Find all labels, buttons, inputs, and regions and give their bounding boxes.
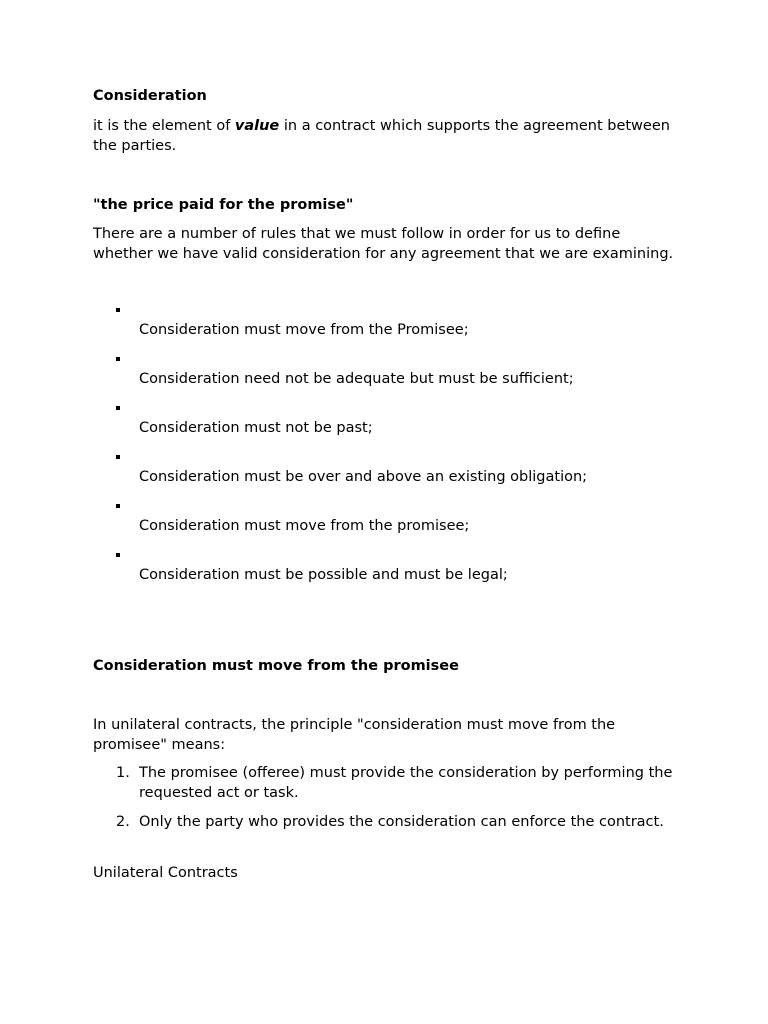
intro-paragraph: [93, 116, 683, 156]
bullet-marker: [116, 504, 120, 508]
bullet-marker: [116, 406, 120, 410]
quote-heading: "the price paid for the promise": [93, 197, 354, 213]
item-number: 1.: [116, 765, 130, 781]
item-text: Only the party who provides the consideration can enforce the contract.: [139, 814, 664, 830]
rule-text: Consideration must not be past;: [139, 420, 373, 436]
rule-text: Consideration must be over and above an existing obligation;: [139, 469, 588, 485]
bullet-marker: [116, 553, 120, 557]
bullet-marker: [116, 308, 120, 312]
intro-emphasis: value: [234, 118, 280, 134]
numbered-list: [93, 763, 683, 832]
rule-text: Consideration must move from the Promisee;: [139, 322, 469, 338]
intro-text-after: in a contract which supports the agreement between the parties.: [93, 118, 670, 154]
subsection-title: Unilateral Contracts: [93, 865, 238, 881]
document-page: [93, 86, 683, 883]
intro-text-before: it is the element of: [93, 118, 235, 134]
list-item: [93, 350, 683, 399]
rules-paragraph: There are a number of rules that we must follow in order for us to define whether we have valid consideration for any agreement that we are examining.: [93, 226, 674, 262]
list-item: [93, 448, 683, 497]
rule-text: Consideration must be possible and must be legal;: [139, 567, 508, 583]
list-item: [93, 546, 683, 595]
list-item: [93, 301, 683, 350]
rule-text: Consideration must move from the promisee;: [139, 518, 470, 534]
section-heading: Consideration must move from the promisee: [93, 658, 459, 674]
list-item: [93, 812, 683, 832]
item-number: 2.: [116, 814, 130, 830]
item-text: The promisee (offeree) must provide the consideration by performing the requested act or task.: [139, 765, 673, 801]
rules-list: [93, 301, 683, 595]
rule-text: Consideration need not be adequate but must be sufficient;: [139, 371, 574, 387]
unilateral-paragraph: In unilateral contracts, the principle "consideration must move from the promisee" means:: [93, 717, 616, 753]
list-item: [93, 497, 683, 546]
list-item: [93, 399, 683, 448]
bullet-marker: [116, 357, 120, 361]
document-title: Consideration: [93, 88, 207, 104]
bullet-marker: [116, 455, 120, 459]
list-item: [93, 763, 683, 803]
